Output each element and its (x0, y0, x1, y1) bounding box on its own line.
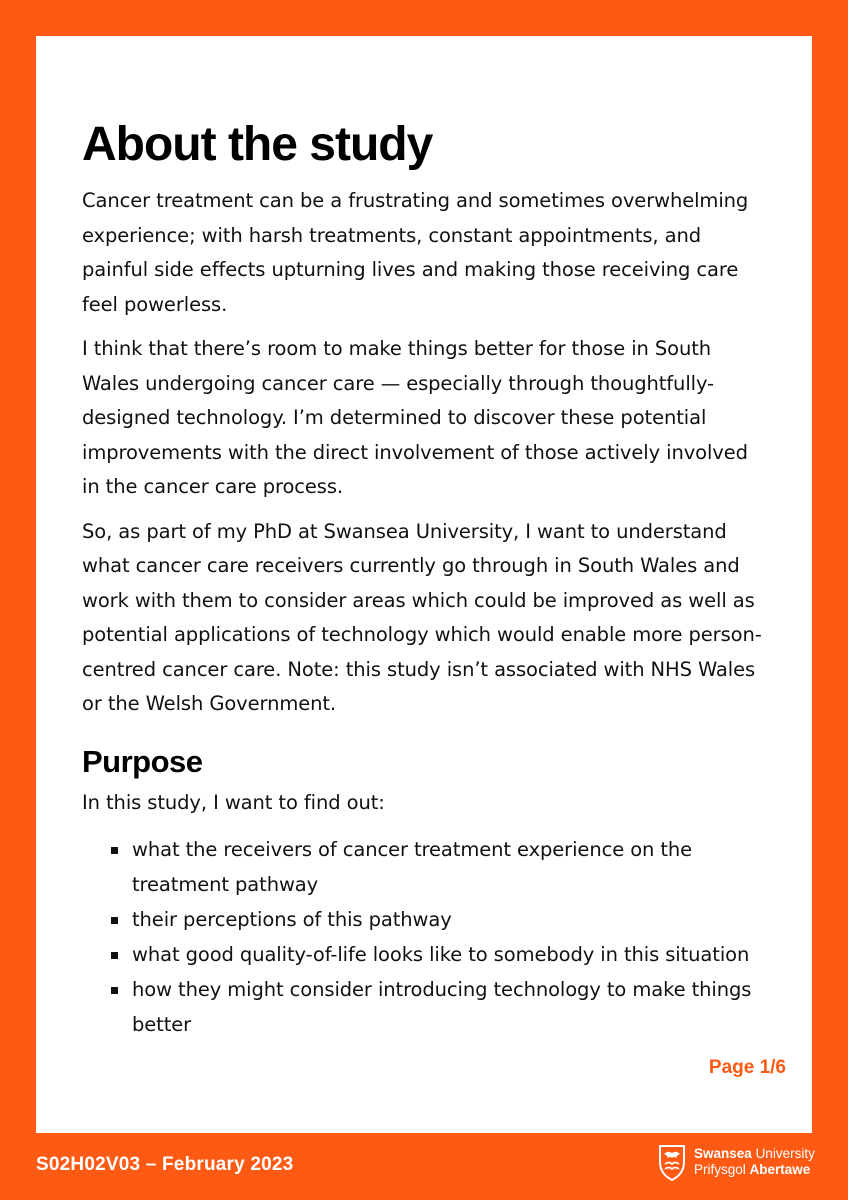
purpose-intro: In this study, I want to find out: (82, 790, 385, 814)
page-title: About the study (82, 118, 433, 171)
document-code: S02H02V03 – February 2023 (36, 1154, 294, 1175)
bullet-square-icon (111, 987, 118, 994)
dragon-crest-icon (654, 1142, 690, 1182)
list-item-text: what the receivers of cancer treatment experience on the treatment pathway (132, 838, 693, 896)
list-item (132, 937, 766, 972)
logo-text-university: University (755, 1146, 815, 1161)
paragraph-3: So, as part of my PhD at Swansea University, I want to understand what cancer care receivers currently go through in South Wales and work with them to consider areas which could be improved as well as potential applications of technology which would enable more person-centred cancer care. Note: this study isn’t associated with NHS Wales or the Welsh Government. (82, 519, 762, 715)
list-item (132, 902, 766, 937)
purpose-list (82, 832, 766, 1042)
list-item (132, 832, 766, 902)
purpose-heading: Purpose (82, 743, 203, 779)
document-page (36, 36, 812, 1133)
list-item-text: how they might consider introducing technology to make things better (132, 978, 752, 1036)
bullet-square-icon (111, 847, 118, 854)
logo-text-swansea: Swansea (694, 1146, 752, 1161)
paragraph-2: I think that there’s room to make things better for those in South Wales undergoing cancer care — especially through thoughtfully-designed technology. I’m determined to discover these potential improvements with the direct involvement of those actively involved in the cancer care process. (82, 337, 748, 498)
university-logo (654, 1142, 814, 1184)
list-item (132, 972, 766, 1042)
bullet-square-icon (111, 917, 118, 924)
logo-text-abertawe: Abertawe (749, 1162, 811, 1177)
paragraph-1: Cancer treatment can be a frustrating and sometimes overwhelming experience; with harsh treatments, constant appointments, and painful side effects upturning lives and making those receiving care feel powerless. (82, 189, 749, 316)
list-item-text: what good quality-of-life looks like to somebody in this situation (132, 943, 750, 966)
page-number: Page 1/6 (708, 1057, 786, 1078)
list-item-text: their perceptions of this pathway (132, 908, 452, 931)
bullet-square-icon (111, 952, 118, 959)
logo-text-prifysgol: Prifysgol (694, 1162, 746, 1177)
